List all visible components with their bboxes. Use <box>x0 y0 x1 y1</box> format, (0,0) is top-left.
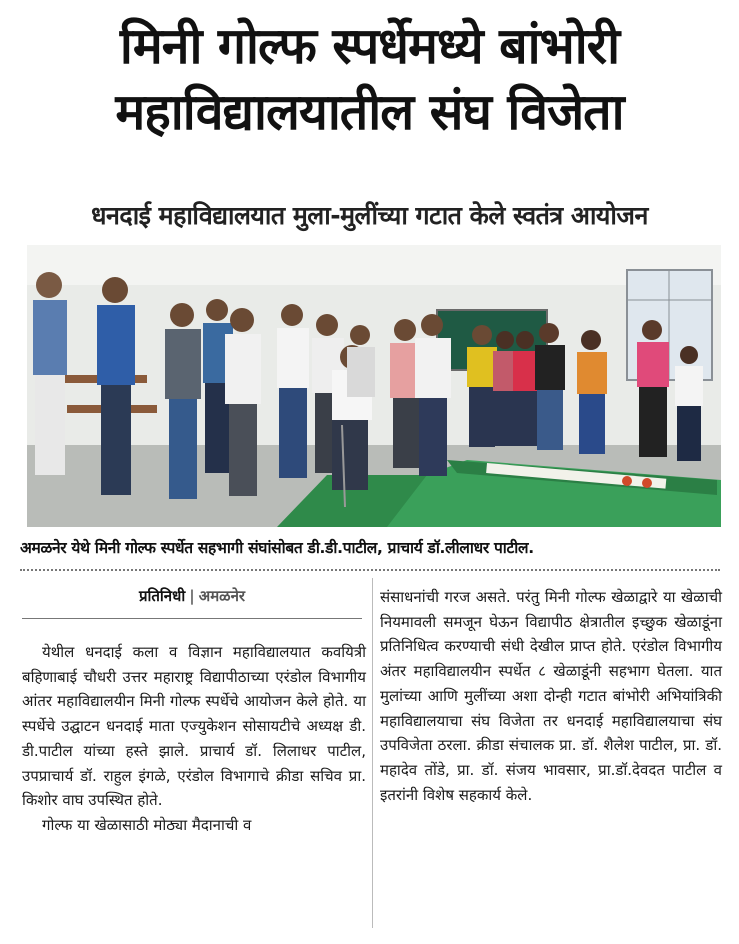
byline-underline <box>22 618 362 619</box>
byline-reporter: प्रतिनिधी <box>138 587 186 605</box>
headline-line-1: मिनी गोल्फ स्पर्धेमध्ये बांभोरी <box>119 17 620 75</box>
article-right-column <box>380 585 722 807</box>
column-divider <box>372 578 373 928</box>
article-left-column <box>22 640 366 838</box>
byline <box>22 586 362 606</box>
article-paragraph-2: गोल्फ या खेळासाठी मोठ्या मैदानाची व <box>42 815 252 834</box>
article-paragraph-continued: संसाधनांची गरज असते. परंतु मिनी गोल्फ खेळाद्वारे या खेळाची नियमावली समजून घेऊन विद्यापीठ क्षेत्रातील इच्छुक खेळाडूंना प्रतिनिधित्व करण्याची संधी देखील प्राप्त होते. एरंडोल विभागीय अंतर महाविद्यालयीन स्पर्धेत ८ खेळाडूंनी सहभाग घेतला. यात मुलांच्या आणि मुलींच्या अशा दोन्ही गटात बांभोरी अभियांत्रिकी महाविद्यालयाचा संघ विजेता तर धनदाई महाविद्यालयाचा संघ उपविजेता ठरला. क्रीडा संचालक प्रा. डॉ. शैलेश पाटील, प्रा. डॉ. महादेव तोंडे, प्रा. डॉ. संजय भावसार, प्रा.डॉ.देवदत पाटील व इतरांनी विशेष सहकार्य केले. <box>380 588 722 804</box>
news-photo <box>27 245 721 527</box>
headline-line-2: महाविद्यालयातील संघ विजेता <box>115 83 624 141</box>
photo-illustration <box>27 245 721 527</box>
byline-separator: | <box>189 587 195 605</box>
photo-caption: अमळनेर येथे मिनी गोल्फ स्पर्धेत सहभागी संघांसोबत डी.डी.पाटील, प्राचार्य डॉ.लीलाधर पाटील. <box>20 539 534 557</box>
caption-divider <box>20 569 720 571</box>
article-paragraph-1: येथील धनदाई कला व विज्ञान महाविद्यालयात कवयित्री बहिणाबाई चौधरी उत्तर महाराष्ट्र विद्यापीठाच्या एरंडोल विभागीय आंतर महाविद्यालयीन मिनी गोल्फ स्पर्धेचे आयोजन केले होते. या स्पर्धेचे उद्घाटन धनदाई माता एज्युकेशन सोसायटीचे अध्यक्ष डी. डी.पाटील यांच्या हस्ते झाले. प्राचार्य डॉ. लिलाधर पाटील, उपप्राचार्य डॉ. राहुल इंगळे, एरंडोल विभागाचे क्रीडा सचिव प्रा. किशोर वाघ उपस्थित होते. <box>22 643 366 810</box>
byline-place: अमळनेर <box>198 587 246 605</box>
subheadline: धनदाई महाविद्यालयात मुला-मुलींच्या गटात केले स्वतंत्र आयोजन <box>91 201 648 230</box>
